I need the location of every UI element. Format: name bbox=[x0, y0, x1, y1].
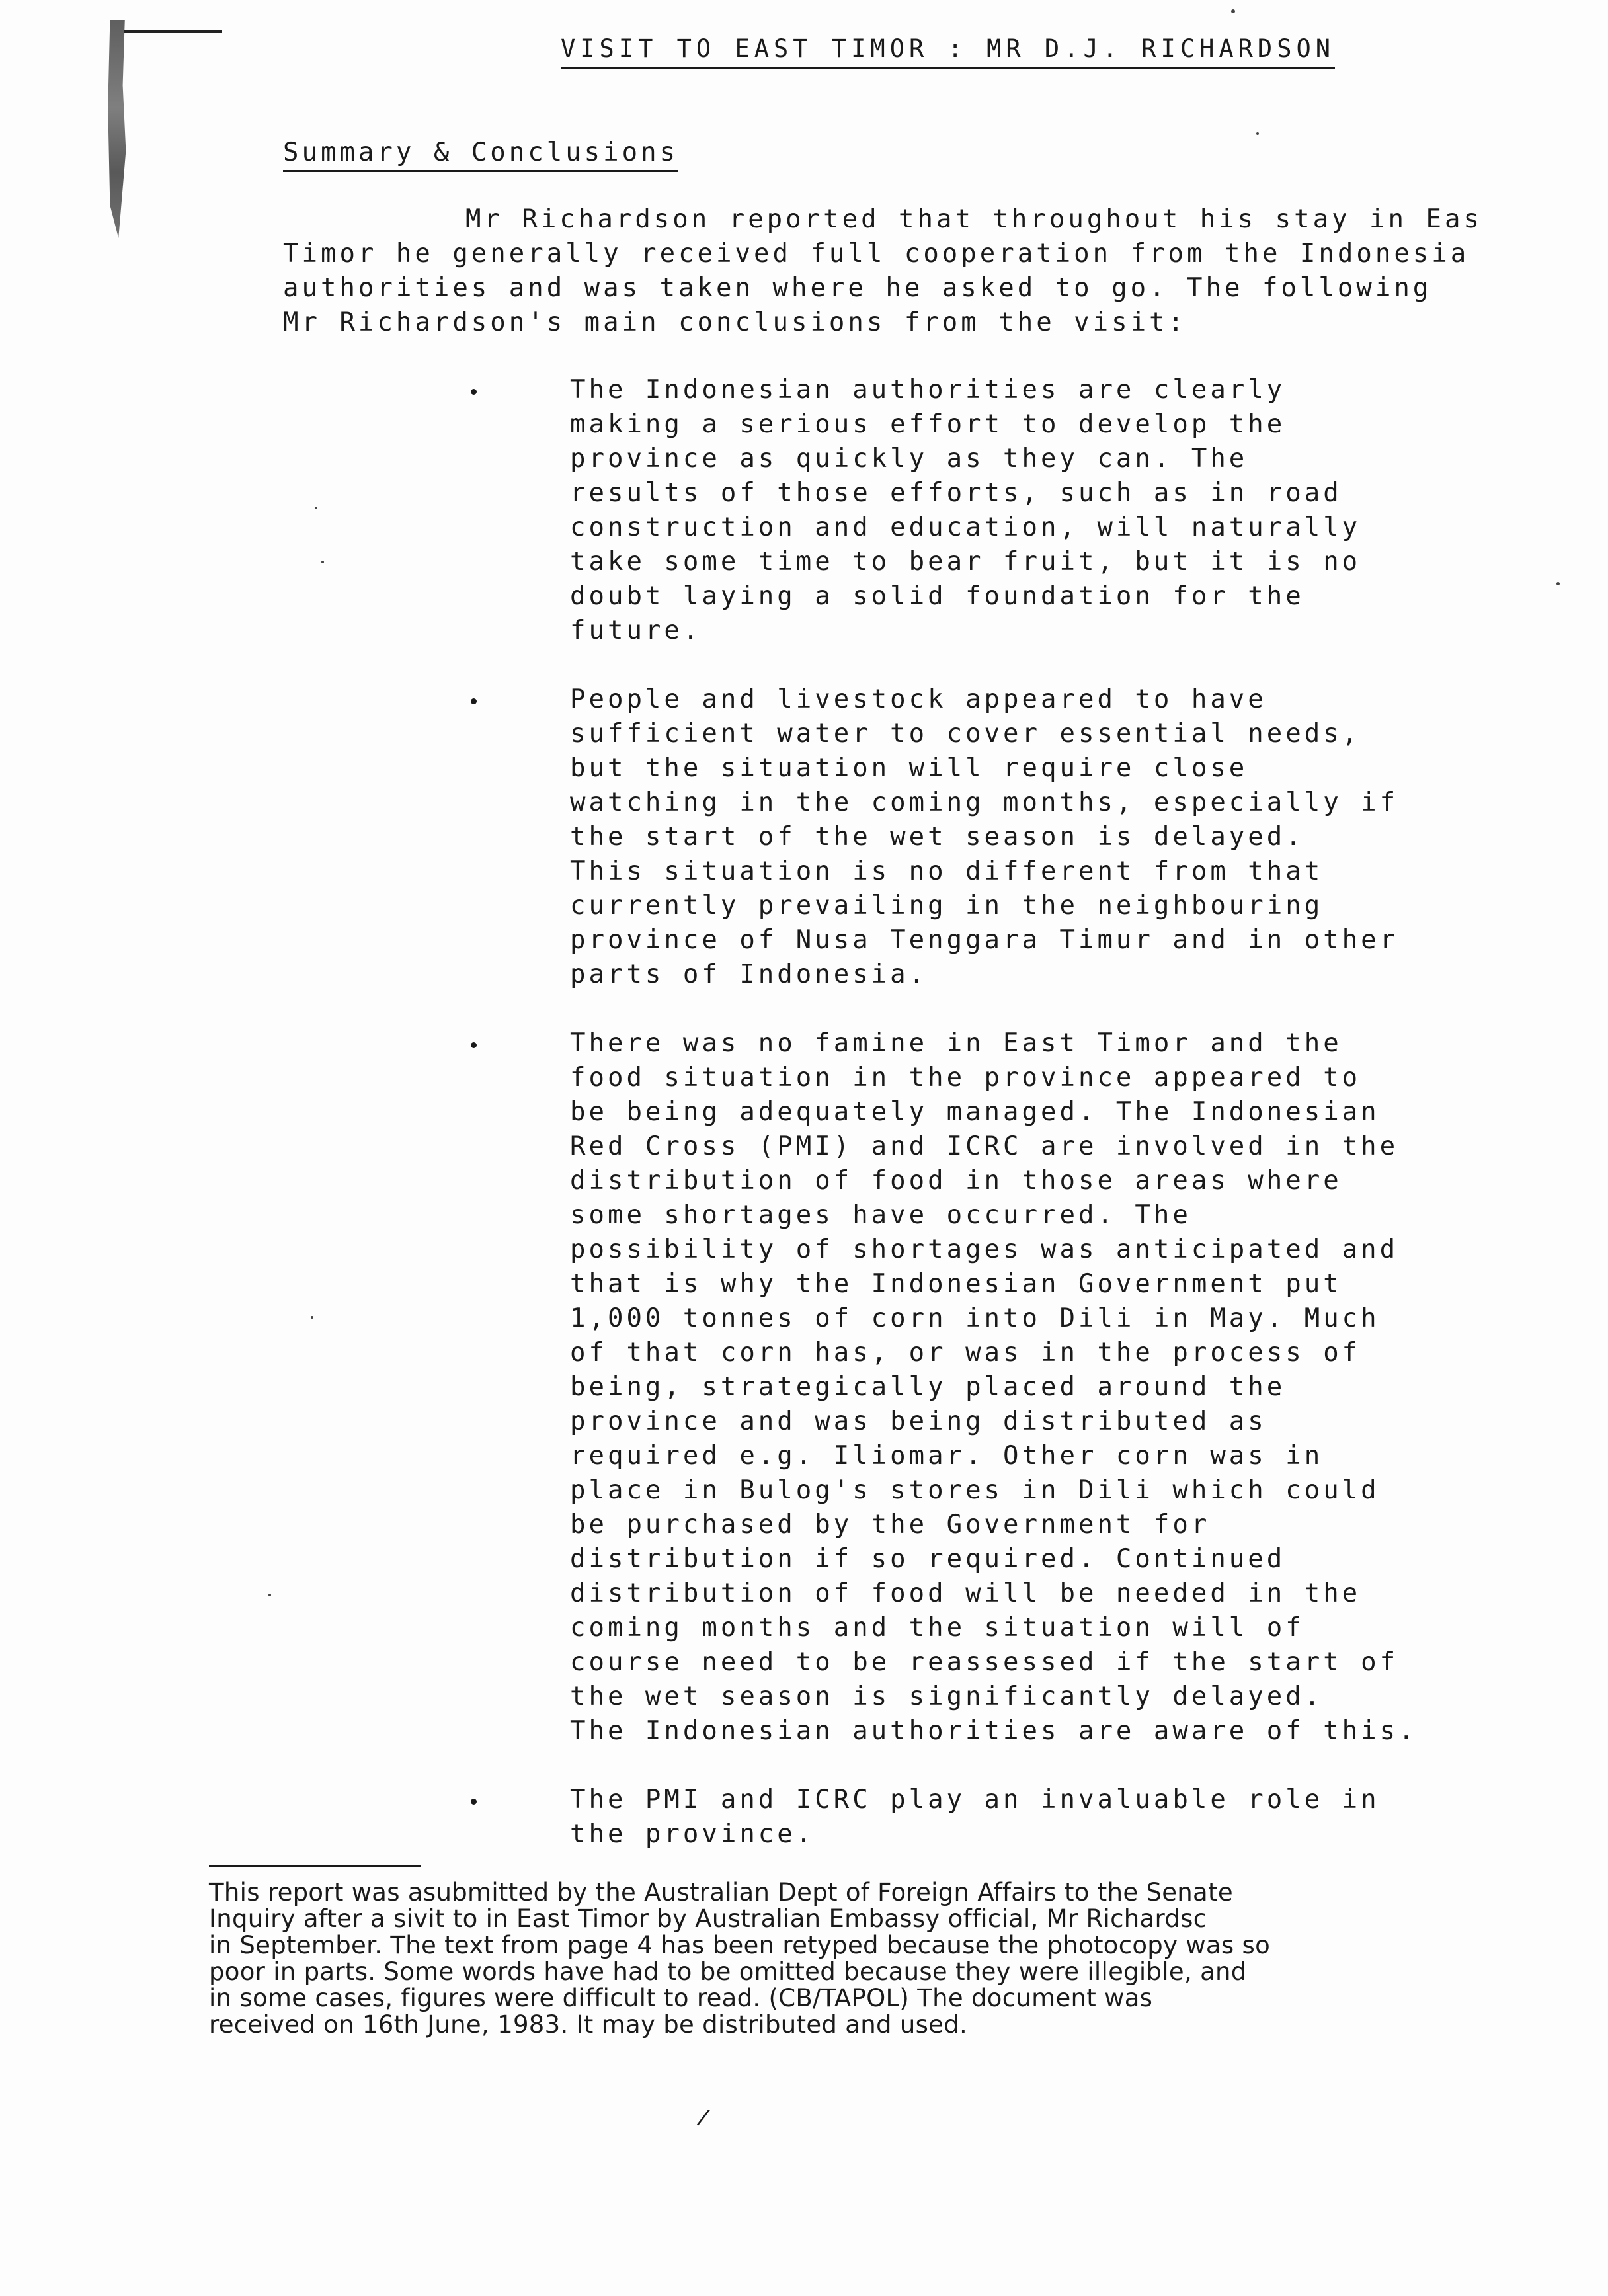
conclusion-item bbox=[463, 682, 1521, 992]
intro-line: Timor he generally received full cooperation from the Indonesia bbox=[283, 239, 1470, 268]
bullet-dot-icon bbox=[471, 389, 477, 395]
conclusion-text: There was no famine in East Timor and the food situation in the province appeared to be being adequately managed. The Indonesian Red Cross (PMI) and ICRC are involved in the distribution of food in those areas where some shortages have occurred. The possibility of shortages was anticipated and that is why the Indonesian Government put 1,000 tonnes of corn into Dili in May. Much of that corn has, or was in the process of being, strategically placed around the province and was being distributed as required e.g. Iliomar. Other corn was in place in Bulog's stores in Dili which could be purchased by the Government for distribution if so required. Continued distribution of food will be needed in the coming months and the situation will of course need to be reassessed if the start of the wet season is significantly delayed. The Indonesian authorities are aware of this. bbox=[570, 1028, 1418, 1746]
scan-speck bbox=[311, 1316, 313, 1319]
bullet-dot-icon bbox=[471, 1799, 477, 1805]
scan-speck bbox=[315, 507, 317, 509]
scan-speck bbox=[1556, 582, 1560, 585]
conclusion-item bbox=[463, 1026, 1521, 1748]
conclusion-text: The PMI and ICRC play an invaluable role in the province. bbox=[570, 1785, 1380, 1849]
intro-line: authorities and was taken where he asked to go. The following bbox=[283, 273, 1432, 303]
binder-clip-mark bbox=[106, 20, 127, 238]
bullet-dot-icon bbox=[471, 1042, 477, 1048]
conclusions-list bbox=[463, 373, 1521, 1886]
scan-speck bbox=[1256, 132, 1259, 135]
conclusion-item bbox=[463, 373, 1521, 648]
section-heading: Summary & Conclusions bbox=[283, 138, 678, 172]
conclusion-text: People and livestock appeared to have sufficient water to cover essential needs, but the situation will require close watching in the coming months, especially if the start of the wet season is delayed. This situation is no different from that currently prevailing in the neighbouring province of Nusa Tenggara Timur and in other parts of Indonesia. bbox=[570, 684, 1399, 989]
footnote-rule bbox=[209, 1865, 421, 1867]
intro-line: Mr Richardson's main conclusions from the visit: bbox=[283, 308, 1187, 337]
footnote-text: This report was asubmitted by the Australian Dept of Foreign Affairs to the Senate Inquiry after a sivit to in East Timor by Australian Embassy official, Mr Richardsc in September. The text from page 4 has been retyped because the photocopy was so poor in parts. Some words have had to be omitted because they were illegible, and in some cases, figures were difficult to read. (CB/TAPOL) The document was received on 16th June, 1983. It may be distributed and used. bbox=[209, 1878, 1271, 2039]
intro-paragraph bbox=[283, 202, 1608, 340]
conclusion-text: The Indonesian authorities are clearly making a serious effort to develop the province as quickly as they can. The results of those efforts, such as in road construction and education, will naturally take some time to bear fruit, but it is no doubt laying a solid foundation for the future. bbox=[570, 375, 1361, 645]
end-mark: / bbox=[695, 2104, 711, 2131]
intro-line: Mr Richardson reported that throughout his stay in Eas bbox=[465, 204, 1482, 234]
scan-speck bbox=[1231, 9, 1235, 13]
document-title: VISIT TO EAST TIMOR : MR D.J. RICHARDSON bbox=[561, 34, 1335, 69]
conclusion-item bbox=[463, 1783, 1521, 1852]
binder-line-mark bbox=[124, 30, 222, 33]
bullet-dot-icon bbox=[471, 698, 477, 704]
scan-speck bbox=[321, 561, 324, 563]
scan-speck bbox=[268, 1594, 271, 1596]
